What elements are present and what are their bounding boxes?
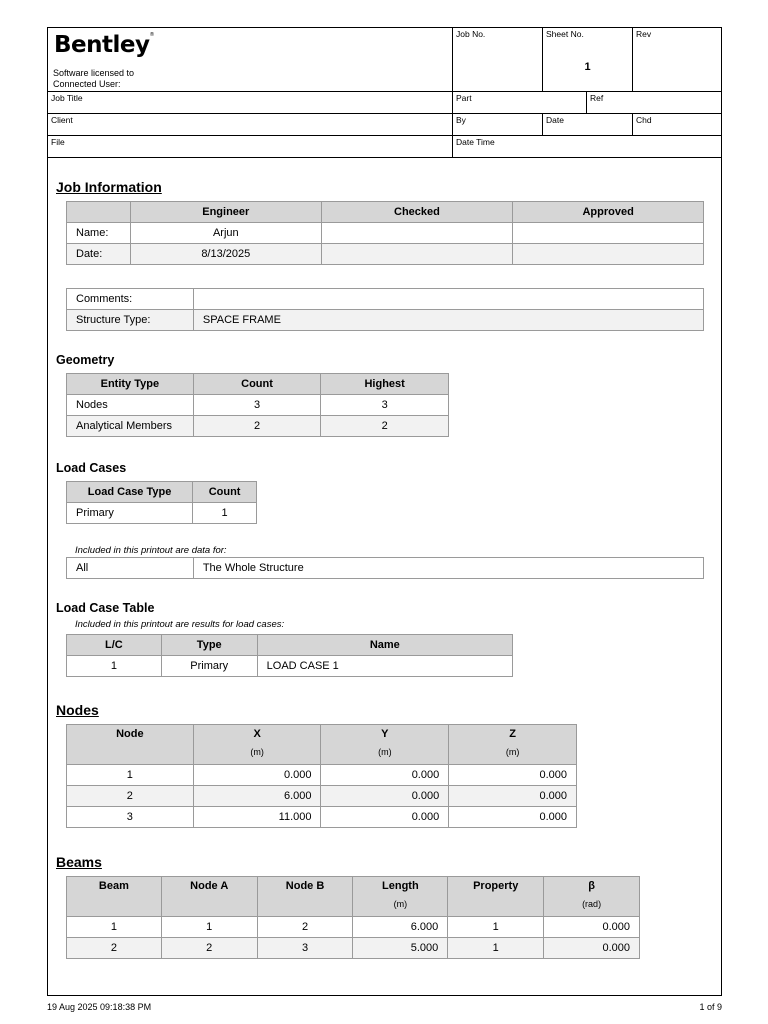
column-header: β (rad)	[544, 877, 640, 917]
table-row: All The Whole Structure	[67, 558, 704, 579]
report-header	[48, 28, 721, 157]
column-header: Load Case Type	[67, 482, 193, 503]
column-header: Node B	[257, 877, 353, 917]
included-data-table	[66, 557, 704, 579]
structure-info-table	[66, 288, 704, 331]
table-row	[67, 310, 704, 331]
load-cases-heading: Load Cases	[56, 461, 127, 475]
part-cell: Part	[453, 92, 587, 114]
beams-heading: Beams	[56, 854, 102, 870]
column-header: Approved	[513, 202, 704, 223]
column-header: Node A	[161, 877, 257, 917]
date-time-cell: Date Time	[453, 136, 721, 158]
sheet-number: 1	[584, 61, 591, 73]
job-title-cell: Job Title	[48, 92, 453, 114]
geometry-table	[66, 373, 449, 437]
report-page	[47, 27, 722, 996]
load-cases-table	[66, 481, 257, 524]
column-header: Name	[257, 635, 512, 656]
column-header: Beam	[67, 877, 162, 917]
column-header: Length (m)	[353, 877, 448, 917]
geometry-heading: Geometry	[56, 353, 115, 367]
job-information-heading: Job Information	[56, 179, 162, 195]
load-case-results-note: Included in this printout are results for load cases:	[75, 619, 285, 630]
nodes-table	[66, 724, 577, 828]
column-header: Count	[193, 374, 321, 395]
table-row: Analytical Members 2 2	[67, 416, 449, 437]
column-header	[67, 202, 131, 223]
comments-value	[193, 289, 703, 310]
column-header: X (m)	[193, 725, 321, 765]
job-no-cell: Job No.	[453, 28, 543, 92]
column-header: Z (m)	[449, 725, 577, 765]
column-header: Y (m)	[321, 725, 449, 765]
structure-type-label: Structure Type:	[67, 310, 194, 331]
job-info-table	[66, 201, 704, 265]
chd-cell: Chd	[633, 114, 721, 136]
table-row: 1 Primary LOAD CASE 1	[67, 656, 513, 677]
column-header: Type	[161, 635, 257, 656]
logo-cell	[48, 28, 453, 92]
table-row: 3 11.000 0.000 0.000	[67, 807, 577, 828]
date-cell: Date	[543, 114, 633, 136]
table-row: Name: Arjun	[67, 223, 704, 244]
included-data-note: Included in this printout are data for:	[75, 545, 227, 556]
column-header: Node	[67, 725, 194, 765]
rev-cell: Rev	[633, 28, 721, 92]
comments-label: Comments:	[67, 289, 194, 310]
footer-page-number: 1 of 9	[699, 1002, 722, 1012]
column-header: Count	[193, 482, 257, 503]
footer-timestamp: 19 Aug 2025 09:18:38 PM	[47, 1002, 152, 1012]
table-row: 1 1 2 6.000 1 0.000	[67, 917, 640, 938]
load-case-table	[66, 634, 513, 677]
bentley-logo: Bentley®	[54, 32, 154, 58]
table-row: 2 6.000 0.000 0.000	[67, 786, 577, 807]
column-header: Checked	[321, 202, 513, 223]
table-row: 2 2 3 5.000 1 0.000	[67, 938, 640, 959]
client-cell: Client	[48, 114, 453, 136]
table-row: 1 0.000 0.000 0.000	[67, 765, 577, 786]
by-cell: By	[453, 114, 543, 136]
table-row: Nodes 3 3	[67, 395, 449, 416]
column-header: Property	[448, 877, 544, 917]
ref-cell: Ref	[587, 92, 721, 114]
column-header: Engineer	[130, 202, 321, 223]
file-cell: File	[48, 136, 453, 158]
column-header: Highest	[321, 374, 449, 395]
nodes-heading: Nodes	[56, 702, 99, 718]
table-row	[67, 289, 704, 310]
column-header: L/C	[67, 635, 162, 656]
sheet-no-cell: Sheet No. 1	[543, 28, 633, 92]
load-case-table-heading: Load Case Table	[56, 601, 155, 615]
table-row: Date: 8/13/2025	[67, 244, 704, 265]
table-row: Primary 1	[67, 503, 257, 524]
column-header: Entity Type	[67, 374, 194, 395]
beams-table	[66, 876, 640, 959]
license-text: Software licensed to Connected User:	[53, 68, 135, 89]
structure-type-value: SPACE FRAME	[193, 310, 703, 331]
